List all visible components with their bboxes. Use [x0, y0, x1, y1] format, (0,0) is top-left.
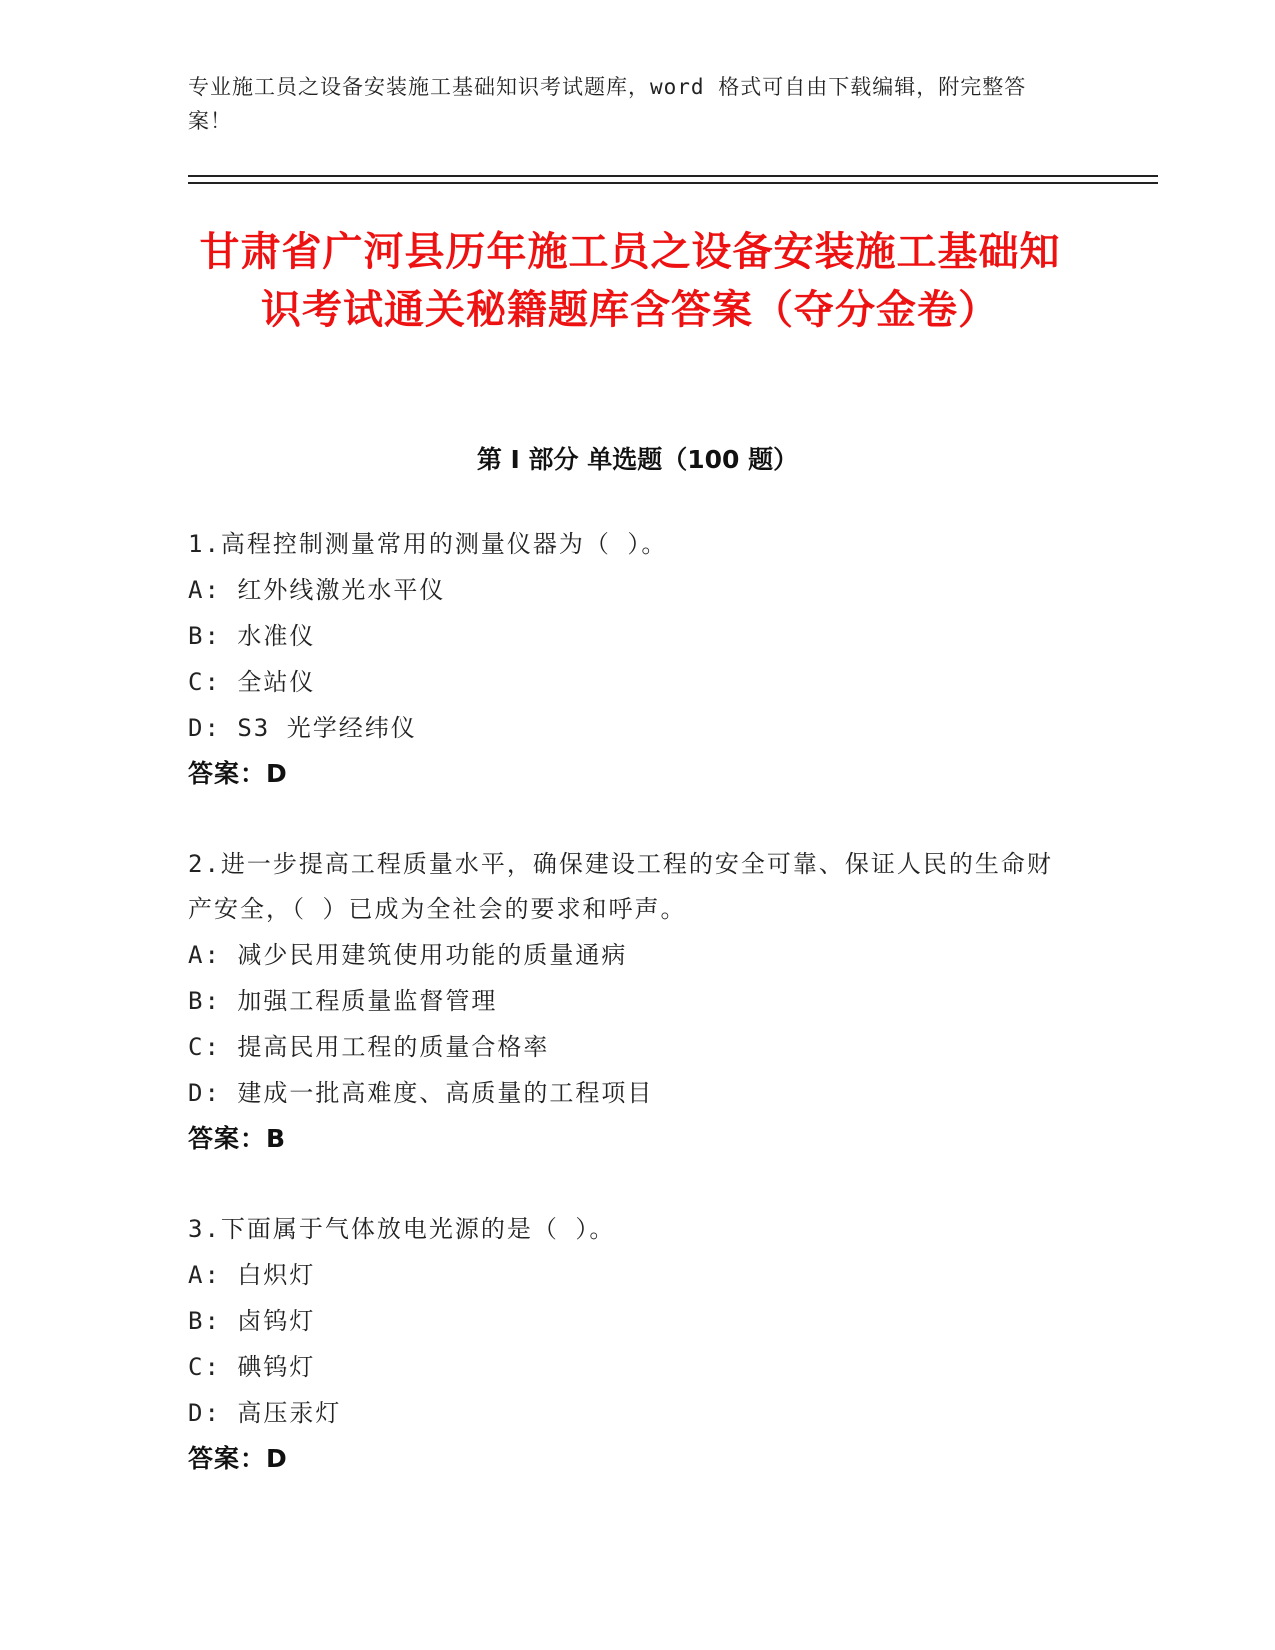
- option-c: C: 全站仪: [188, 668, 316, 696]
- question-stem: 3.下面属于气体放电光源的是（ ）。: [188, 1215, 616, 1243]
- answer-line: 答案：D: [188, 1444, 288, 1473]
- option-a: A: 减少民用建筑使用功能的质量通病: [188, 941, 628, 969]
- question-block: [188, 522, 1068, 797]
- option-a: A: 白炽灯: [188, 1261, 316, 1289]
- header-divider-bottom: [188, 182, 1158, 184]
- option-c: C: 碘钨灯: [188, 1353, 316, 1381]
- option-b: B: 卤钨灯: [188, 1307, 316, 1335]
- question-block: [188, 1207, 1068, 1482]
- document-title: 甘肃省广河县历年施工员之设备安装施工基础知识考试通关秘籍题库含答案（夺分金卷）: [199, 229, 1061, 333]
- answer-line: 答案：B: [188, 1124, 287, 1153]
- option-d: D: 建成一批高难度、高质量的工程项目: [188, 1079, 654, 1107]
- header-note: 专业施工员之设备安装施工基础知识考试题库，word 格式可自由下载编辑，附完整答案！: [188, 75, 1027, 133]
- answer-line: 答案：D: [188, 759, 288, 788]
- header-divider-top: [188, 175, 1158, 177]
- question-stem: 2.进一步提高工程质量水平，确保建设工程的安全可靠、保证人民的生命财产安全，（ ）已成为全社会的要求和呼声。: [188, 850, 1053, 923]
- option-b: B: 水准仪: [188, 622, 316, 650]
- option-b: B: 加强工程质量监督管理: [188, 987, 498, 1015]
- option-c: C: 提高民用工程的质量合格率: [188, 1033, 550, 1061]
- section-heading: 第 I 部分 单选题（100 题）: [476, 445, 799, 474]
- option-d: D: S3 光学经纬仪: [188, 714, 417, 742]
- option-a: A: 红外线激光水平仪: [188, 576, 446, 604]
- question-block: [188, 842, 1068, 1162]
- question-stem: 1.高程控制测量常用的测量仪器为（ ）。: [188, 530, 668, 558]
- option-d: D: 高压汞灯: [188, 1399, 342, 1427]
